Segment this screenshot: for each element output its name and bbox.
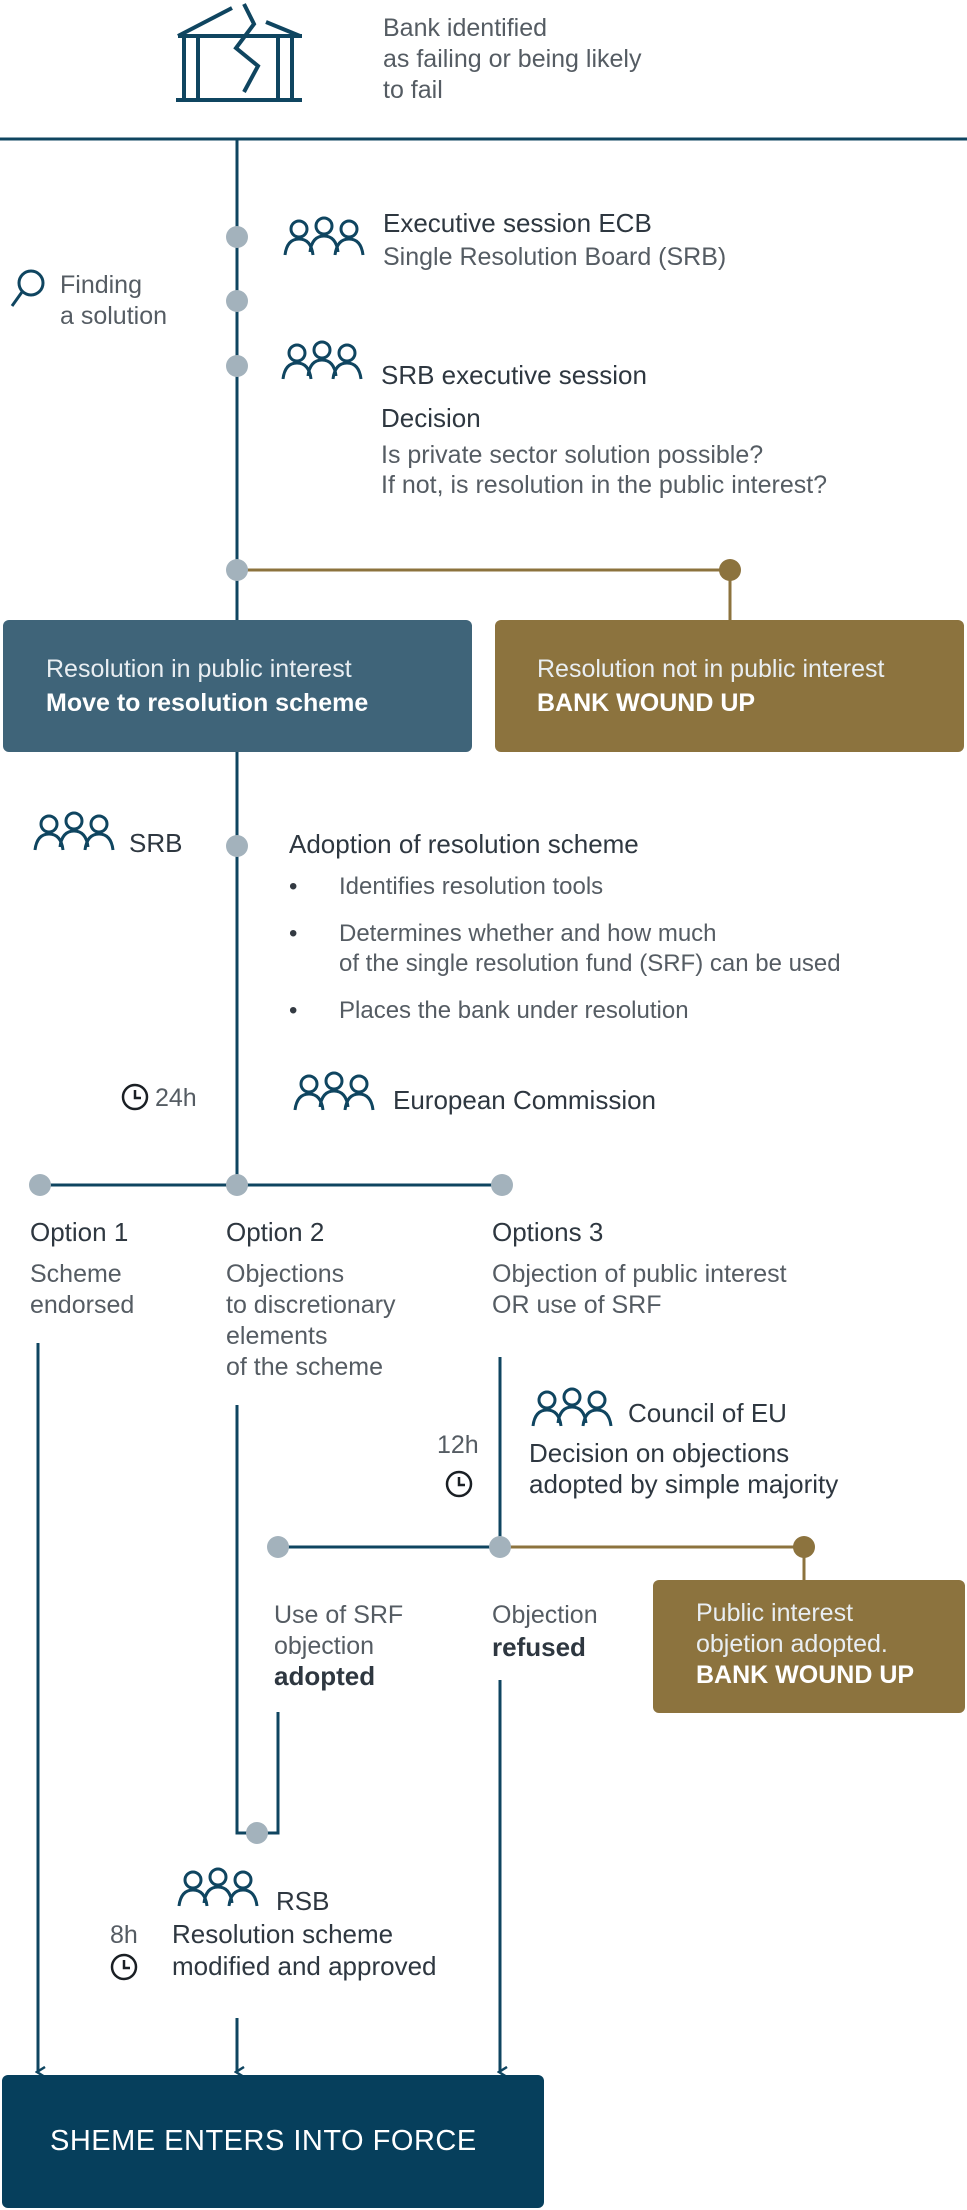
commission-label: European Commission xyxy=(393,1085,657,1115)
adoption-title: Adoption of resolution scheme xyxy=(289,829,639,859)
option1-line: Scheme xyxy=(30,1260,122,1288)
srf-objection-line: objection xyxy=(274,1632,375,1660)
srb-session-title: SRB executive session xyxy=(381,360,647,390)
option3-line: OR use of SRF xyxy=(492,1291,662,1319)
bullet-text: of the single resolution fund (SRF) can be used xyxy=(339,950,841,977)
node-srb-session xyxy=(226,355,248,377)
adoption-bullets xyxy=(289,872,909,1026)
node-option1 xyxy=(29,1174,51,1196)
ecb-subtitle: Single Resolution Board (SRB) xyxy=(383,243,727,271)
bullet-tools xyxy=(289,872,909,902)
bullet-fund xyxy=(289,919,909,979)
clock-icon xyxy=(112,1955,136,1979)
objection-label: Objection xyxy=(492,1601,598,1629)
ecb-title: Executive session ECB xyxy=(383,208,652,238)
group-icon xyxy=(283,342,361,379)
option3-line: Objection of public interest xyxy=(492,1260,787,1288)
box-not-public-line2: BANK WOUND UP xyxy=(537,689,756,717)
top-line-3: to fail xyxy=(383,76,443,104)
bullet-text: Determines whether and how much xyxy=(339,920,717,947)
top-line-2: as failing or being likely xyxy=(383,45,642,73)
final-label: SHEME ENTERS INTO FORCE xyxy=(50,2125,477,2157)
group-icon xyxy=(295,1073,373,1110)
option2-line: to discretionary xyxy=(226,1291,396,1319)
bullet-places xyxy=(289,996,909,1026)
decision-label: Decision xyxy=(381,403,481,433)
node-rsb xyxy=(246,1822,268,1844)
clock-icon xyxy=(447,1472,471,1496)
box-resolution-public-interest xyxy=(3,620,472,752)
group-icon xyxy=(533,1389,611,1426)
commission-time: 24h xyxy=(155,1084,197,1112)
group-icon xyxy=(285,218,363,255)
srf-objection-line: Use of SRF xyxy=(274,1601,404,1629)
final-box xyxy=(2,2075,544,2208)
node-adoption xyxy=(226,835,248,857)
box-resolution-not-public xyxy=(495,620,964,752)
node-finding xyxy=(226,290,248,312)
rsb-time: 8h xyxy=(110,1921,138,1949)
option2-line: of the scheme xyxy=(226,1353,384,1381)
finding-line-2: a solution xyxy=(60,302,168,330)
box-public-line2: Move to resolution scheme xyxy=(46,689,369,717)
box-objection-line2: objetion adopted. xyxy=(696,1630,888,1658)
node-option3 xyxy=(491,1174,513,1196)
option2-line: elements xyxy=(226,1322,328,1350)
option2-title: Option 2 xyxy=(226,1217,325,1247)
option1-title: Option 1 xyxy=(30,1217,129,1247)
rsb-line-1: Resolution scheme xyxy=(172,1919,394,1949)
node-public-objection xyxy=(793,1536,815,1558)
group-icon xyxy=(179,1869,257,1906)
box-public-line1: Resolution in public interest xyxy=(46,655,352,683)
bank-failing-icon xyxy=(176,4,302,100)
rsb-line-2: modified and approved xyxy=(172,1951,437,1981)
node-council xyxy=(489,1536,511,1558)
finding-line-1: Finding xyxy=(60,271,142,299)
node-decision xyxy=(226,559,248,581)
clock-icon xyxy=(123,1085,147,1109)
council-title: Council of EU xyxy=(628,1398,787,1428)
rsb-label: RSB xyxy=(276,1886,330,1916)
council-decision-1: Decision on objections xyxy=(529,1438,790,1468)
srf-objection-adopted: adopted xyxy=(274,1661,376,1691)
option2-line: Objections xyxy=(226,1260,345,1288)
box-not-public-line1: Resolution not in public interest xyxy=(537,655,885,683)
bullet-text: Places the bank under resolution xyxy=(339,997,689,1024)
top-line-1: Bank identified xyxy=(383,14,548,42)
objection-refused: refused xyxy=(492,1632,586,1662)
council-decision-2: adopted by simple majority xyxy=(529,1469,839,1499)
option2-path xyxy=(237,1405,278,1833)
decision-question-2: If not, is resolution in the public interest? xyxy=(381,471,828,499)
group-icon xyxy=(35,813,113,850)
box-public-interest-objection xyxy=(653,1580,965,1713)
srb-label: SRB xyxy=(129,828,183,858)
node-option2 xyxy=(226,1174,248,1196)
magnifier-icon xyxy=(12,271,43,306)
node-not-public xyxy=(719,559,741,581)
bullet-text: Identifies resolution tools xyxy=(339,873,604,900)
node-ecb xyxy=(226,226,248,248)
council-time: 12h xyxy=(437,1431,479,1459)
node-srf xyxy=(267,1536,289,1558)
option1-line: endorsed xyxy=(30,1291,135,1319)
decision-question-1: Is private sector solution possible? xyxy=(381,441,764,469)
box-objection-line1: Public interest xyxy=(696,1599,854,1627)
option3-title: Options 3 xyxy=(492,1217,604,1247)
box-objection-line3: BANK WOUND UP xyxy=(696,1661,915,1689)
